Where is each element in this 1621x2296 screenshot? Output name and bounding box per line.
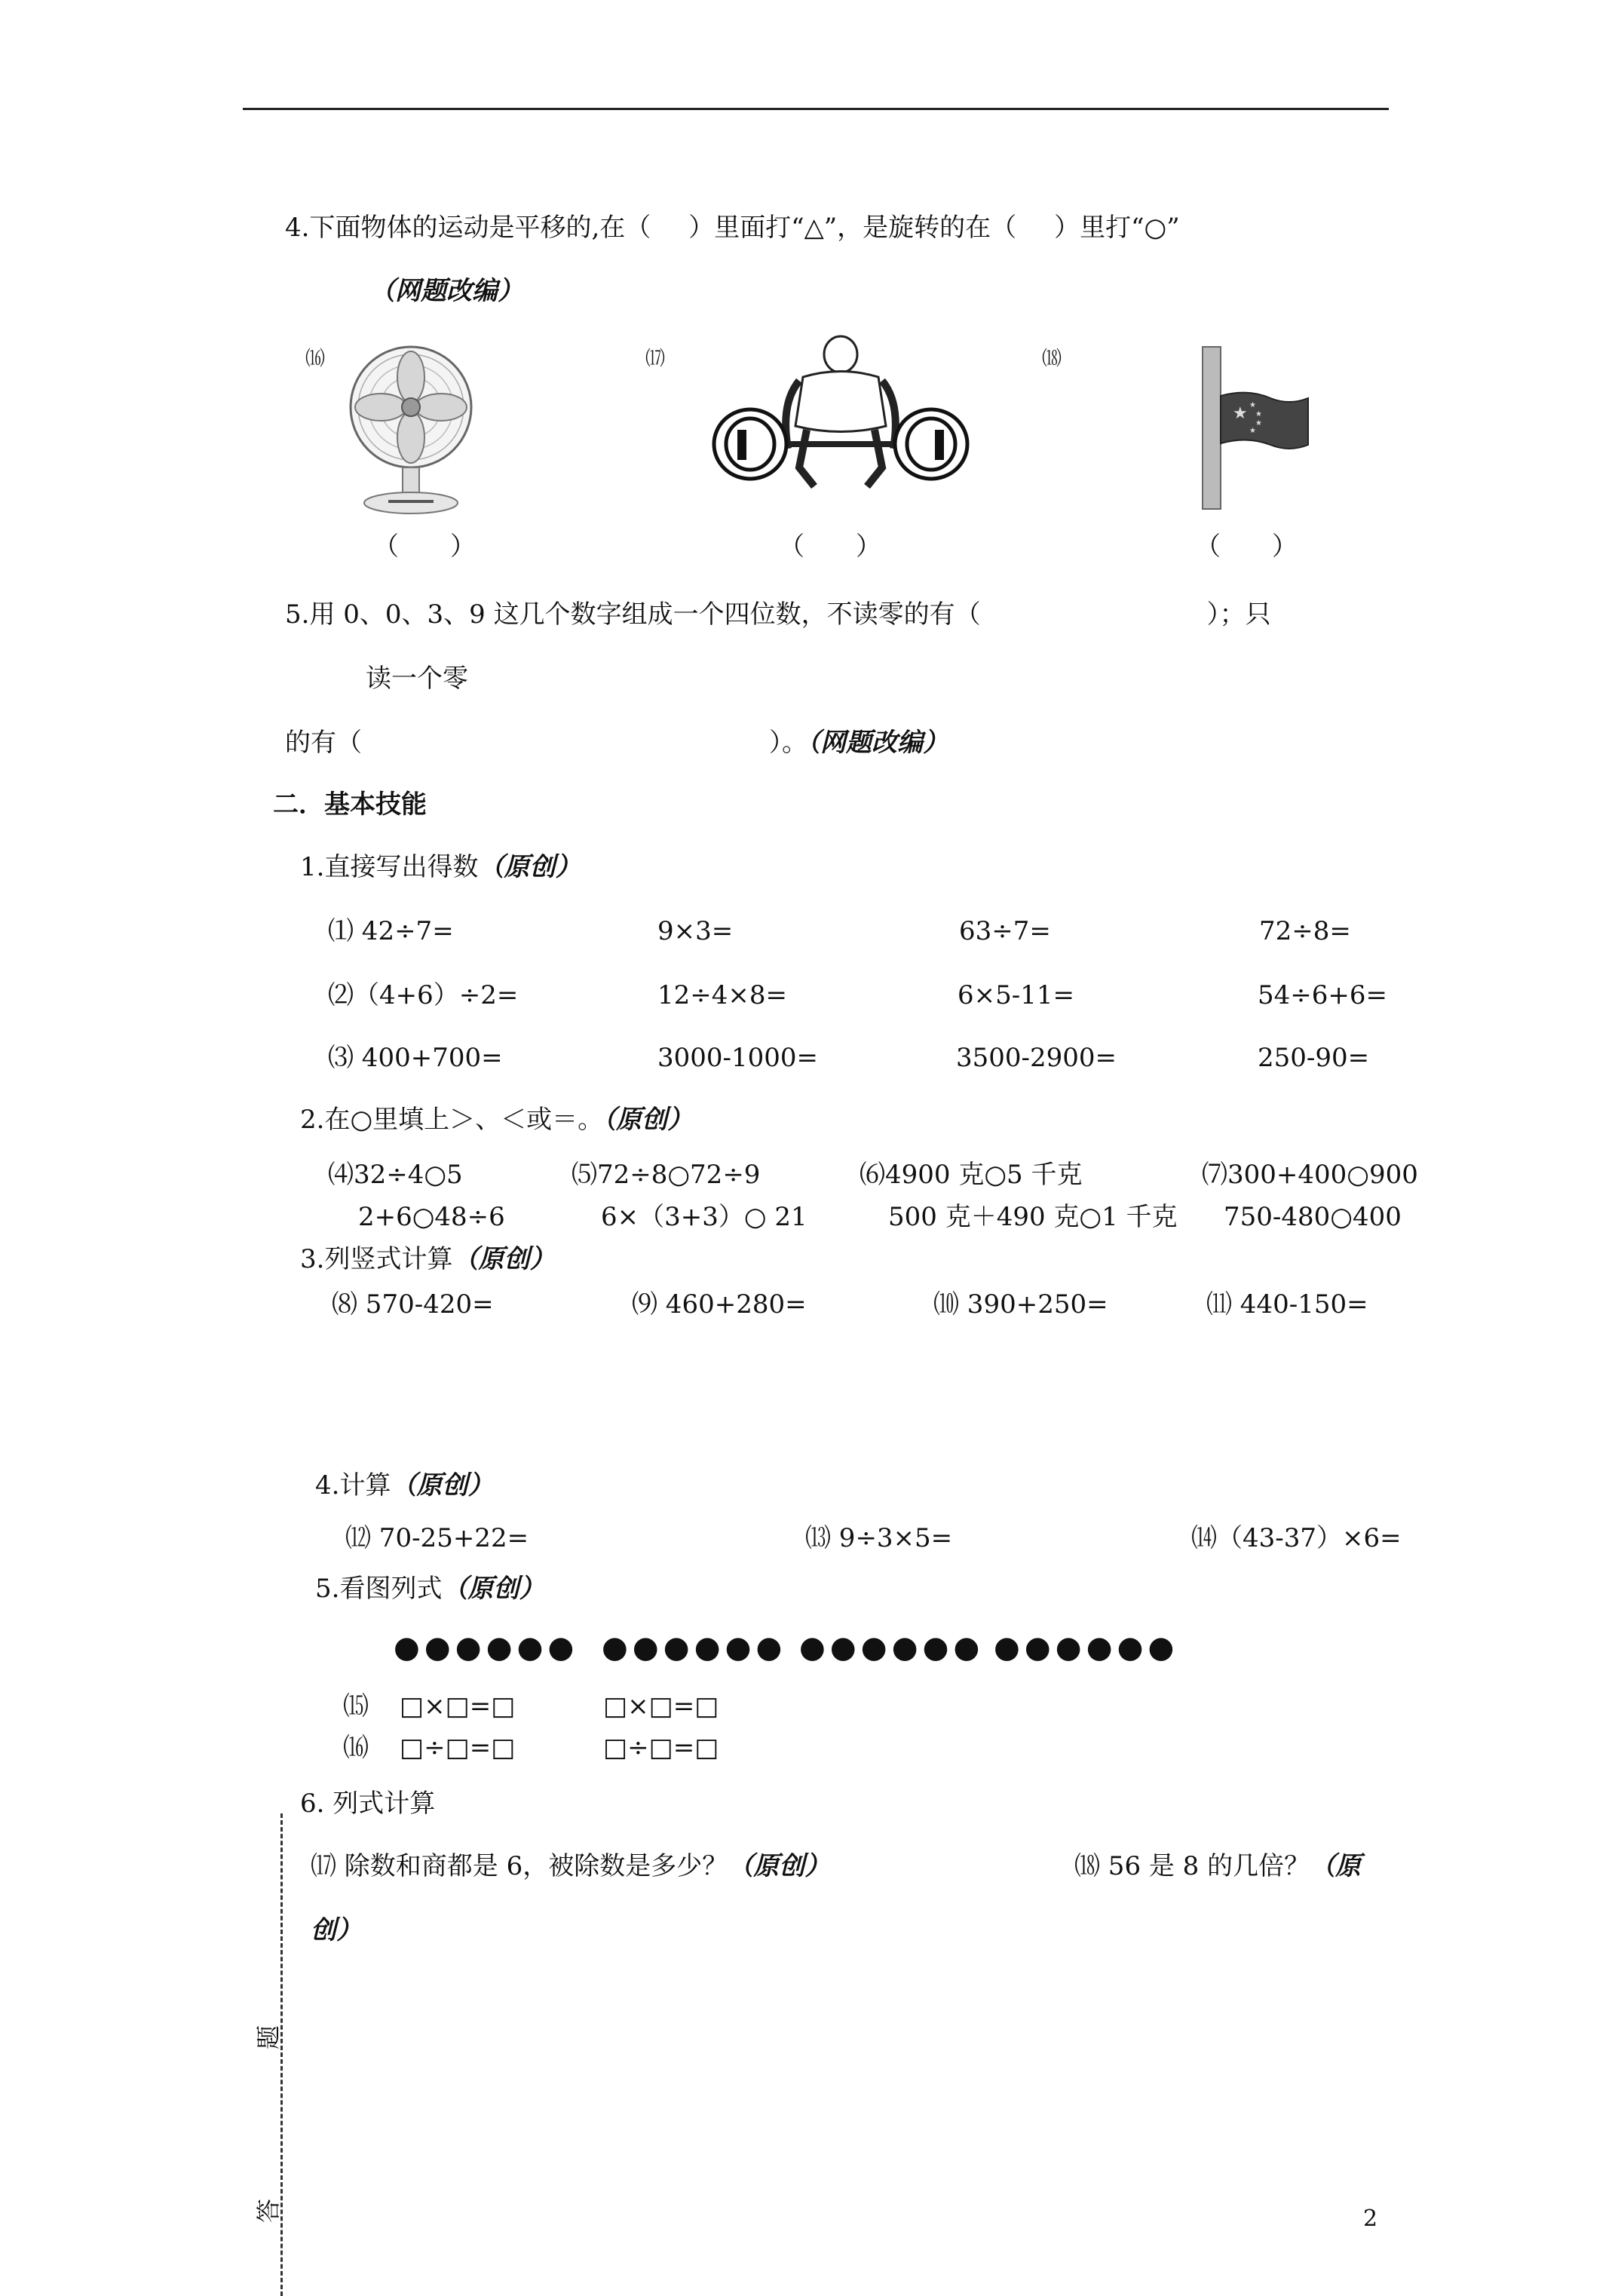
s6-q17 <box>311 1851 830 1881</box>
q5-line1 <box>285 599 1271 630</box>
q4-source: （网题改编） <box>369 276 523 306</box>
s1-r2c2: 12÷4×8= <box>657 980 787 1010</box>
q4-item-18-answer[interactable]: （ ） <box>1195 532 1298 562</box>
q5-line2: 读一个零 <box>366 664 468 694</box>
s2-title <box>300 1105 693 1135</box>
binding-margin-line <box>280 1813 283 2296</box>
dot-group-1: ●●●●●● <box>394 1630 579 1665</box>
s3-item-8: ⑻ 570-420= <box>332 1289 494 1320</box>
svg-text:★: ★ <box>1249 401 1256 409</box>
s1-r2c1: ⑵（4+6）÷2= <box>328 980 519 1010</box>
s1-r1c4: 72÷8= <box>1259 916 1351 946</box>
svg-text:★: ★ <box>1255 419 1262 428</box>
s3-item-11: ⑾ 440-150= <box>1206 1289 1368 1320</box>
s4-title <box>315 1470 493 1501</box>
s2-r2c2: 6×（3+3）○ 21 <box>601 1202 807 1232</box>
s1-title-text: 1.直接写出得数 <box>300 852 479 882</box>
page-number: 2 <box>1363 2206 1378 2232</box>
s4-source: （原创） <box>391 1470 494 1501</box>
q5-line1-pre: 5.用 0、0、3、9 这几个数字组成一个四位数，不读零的有（ <box>285 599 981 630</box>
s5-row-16-b: □÷□=□ <box>603 1733 719 1763</box>
s1-r3c2: 3000-1000= <box>657 1043 819 1073</box>
s5-row-15-number: ⒂ <box>343 1691 369 1721</box>
s2-title-text: 2.在○里填上＞、＜或＝。 <box>300 1105 604 1135</box>
s2-r2c4: 750-480○400 <box>1224 1202 1402 1232</box>
q5-line3-pre: 的有（ <box>285 728 362 758</box>
s3-source: （原创） <box>452 1244 556 1274</box>
q4-prompt <box>285 213 1180 243</box>
s3-title <box>300 1244 555 1274</box>
s2-r1c2: ⑸72÷8○72÷9 <box>571 1160 761 1190</box>
s5-row-15-b: □×□=□ <box>603 1691 719 1721</box>
q4-text-mid2: ）里打“○” <box>1054 213 1180 243</box>
section2-title: 二．基本技能 <box>273 789 427 820</box>
s1-r3c3: 3500-2900= <box>956 1043 1117 1073</box>
s1-source: （原创） <box>478 852 581 882</box>
s1-r3c1: ⑶ 400+700= <box>328 1043 503 1073</box>
s5-source: （原创） <box>442 1574 545 1604</box>
s6-q17-text: ⒄ 除数和商都是 6，被除数是多少？ <box>311 1851 728 1881</box>
q5-line1-post: ）；只 <box>1206 599 1271 630</box>
s6-q18 <box>1074 1851 1361 1881</box>
dot-group-2: ●●●●●● <box>602 1630 787 1665</box>
s5-title <box>315 1574 544 1604</box>
margin-char-bottom: 答 <box>254 2198 283 2224</box>
s2-r1c4: ⑺300+400○900 <box>1202 1160 1418 1190</box>
s1-r2c3: 6×5-11= <box>958 980 1074 1010</box>
s1-r1c3: 63÷7= <box>959 916 1051 946</box>
s3-item-10: ⑽ 390+250= <box>933 1289 1108 1320</box>
s4-item-14: ⒁（43-37）×6= <box>1191 1523 1402 1553</box>
s4-item-12: ⑿ 70-25+22= <box>345 1523 529 1553</box>
s2-r2c3: 500 克＋490 克○1 千克 <box>888 1202 1178 1232</box>
s1-title <box>300 852 581 882</box>
flag-on-pole-picture <box>1203 347 1316 513</box>
q4-item-16-answer[interactable]: （ ） <box>373 532 476 562</box>
s2-r1c3: ⑹4900 克○5 千克 <box>860 1160 1083 1190</box>
s6-q17-source: （原创） <box>728 1851 831 1881</box>
s3-item-9: ⑼ 460+280= <box>632 1289 807 1320</box>
s5-title-text: 5.看图列式 <box>315 1574 443 1604</box>
weightlifter-picture <box>709 336 973 501</box>
q4-text-pre: 4.下面物体的运动是平移的,在（ <box>285 213 651 243</box>
s1-r1c1: ⑴ 42÷7= <box>328 916 454 946</box>
svg-text:★: ★ <box>1233 404 1248 423</box>
s4-title-text: 4.计算 <box>315 1470 391 1501</box>
s6-q18-source-b: 创） <box>311 1915 362 1945</box>
q4-item-18-number: ⒅ <box>1042 348 1062 370</box>
s4-item-13: ⒀ 9÷3×5= <box>805 1523 953 1553</box>
electric-fan-picture <box>347 336 475 517</box>
s6-q18-text: ⒅ 56 是 8 的几倍？ <box>1074 1851 1310 1881</box>
q4-item-17-number: ⒄ <box>645 348 666 370</box>
s2-r2c1: 2+6○48÷6 <box>358 1202 505 1232</box>
q5-line3 <box>285 728 948 758</box>
q4-text-mid1: ）里面打“△”，是旋转的在（ <box>688 213 1017 243</box>
q4-item-17-answer[interactable]: （ ） <box>779 532 881 562</box>
svg-text:★: ★ <box>1255 410 1262 418</box>
dot-group-3: ●●●●●● <box>799 1630 985 1665</box>
s5-row-15-a: □×□=□ <box>400 1691 516 1721</box>
s5-row-16-a: □÷□=□ <box>400 1733 516 1763</box>
q5-source: （网题改编） <box>807 728 948 758</box>
s1-r2c4: 54÷6+6= <box>1258 980 1387 1010</box>
s6-q18-source-a: （原 <box>1310 1851 1362 1881</box>
s6-title: 6. 列式计算 <box>300 1789 436 1819</box>
margin-char-top: 题 <box>254 2025 283 2050</box>
s3-title-text: 3.列竖式计算 <box>300 1244 453 1274</box>
q5-line3-post: ）。 <box>769 728 807 758</box>
header-rule <box>243 108 1389 110</box>
s5-row-16-number: ⒃ <box>343 1733 369 1763</box>
s1-r1c2: 9×3= <box>657 916 734 946</box>
q4-item-16-number: ⒃ <box>305 348 326 370</box>
svg-text:★: ★ <box>1249 427 1256 435</box>
s2-source: （原创） <box>603 1105 694 1135</box>
dot-group-4: ●●●●●● <box>994 1630 1179 1665</box>
s2-r1c1: ⑷32÷4○5 <box>328 1160 463 1190</box>
s1-r3c4: 250-90= <box>1258 1043 1370 1073</box>
